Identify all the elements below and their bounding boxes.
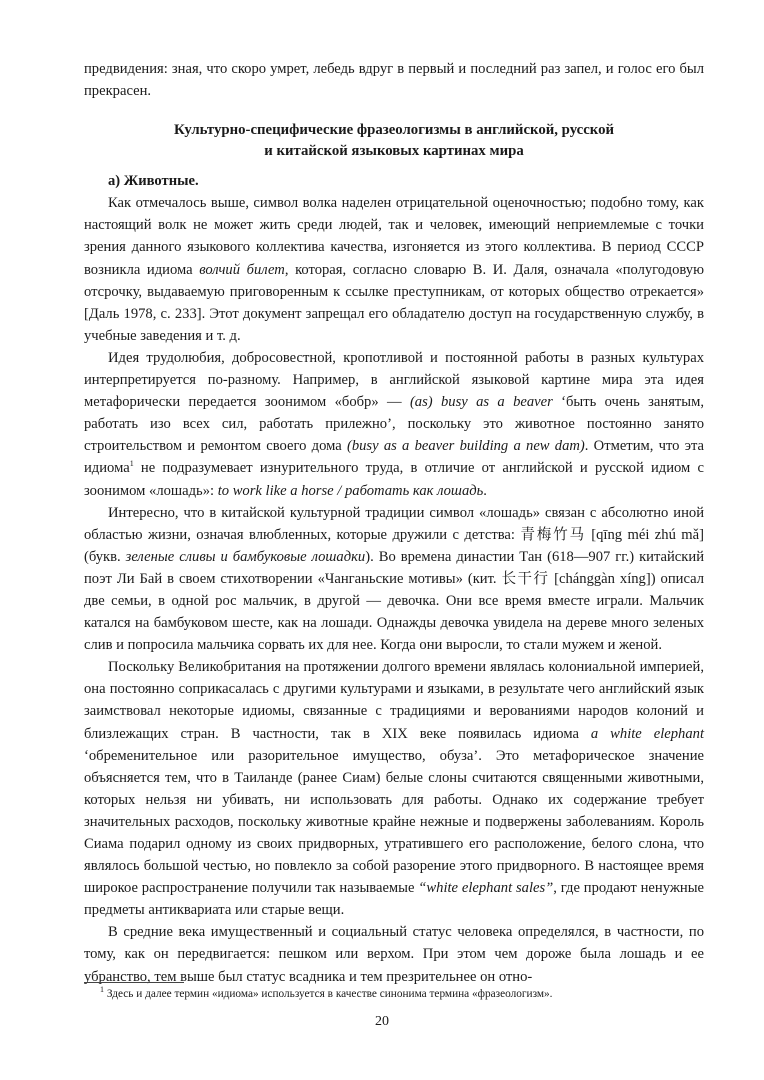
idiom-work-like-horse: to work like a horse / работать как лошадь xyxy=(217,482,484,499)
paragraph-wolf: Как отмечалось выше, символ волка наделен отрицательной оценочностью; подобно тому, как настоящий волк не может жить среди людей, так и человек, имеющий неприемлемые с точки зрения данного языкового коллектива качества, изгоняется из этого коллектива. В период СССР возникла идиома волчий билет, которая, согласно словарю В. И. Даля, означала «полугодовую отсрочку, выдаваемую приговоренным к ссылке преступникам, от которых общество отрекается» [Даль 1978, с. 233]. Этот документ запрещал его обладателю доступ на государственную службу, в учебные заведения и т. д. xyxy=(84,195,704,344)
footnote-reference: 1 xyxy=(129,459,134,469)
idiom-busy-beaver: (as) busy as a beaver xyxy=(409,394,553,411)
idiom-white-elephant-sales: “white elephant sales” xyxy=(418,880,554,897)
page-number: 20 xyxy=(375,1014,389,1029)
idiom-wolf-ticket: волчий билет xyxy=(199,261,285,278)
paragraph-middle-ages: В средние века имущественный и социальный статус человека определялся, в частности, по тому, как он передвигается: пешком или верхом. При этом чем дороже была лошадь и ее убранство, тем выше был статус всадника и тем презрительнее он отно- xyxy=(84,924,704,985)
paragraph-continuation: предвидения: зная, что скоро умрет, лебедь вдруг в первый и последний раз запел, и голос его был прекрасен. xyxy=(84,61,704,100)
section-heading-line-2: и китайской языковых картинах мира xyxy=(264,143,524,160)
subheading-animals: а) Животные. xyxy=(108,173,199,190)
section-heading-line-1: Культурно-специфические фразеологизмы в английской, русской xyxy=(173,122,615,139)
section-heading xyxy=(84,120,704,162)
body-text xyxy=(84,58,704,988)
footnote-divider xyxy=(84,982,184,983)
paragraph-horse-china: Интересно, что в китайской культурной традиции символ «лошадь» связан с абсолютно иной областью жизни, означая влюбленных, которые дружили с детства: 青梅竹马 [qīng méi zhú mǎ] (букв. зеленые сливы и бамбуковые лошадки). Во времена династии Тан (618—907 гг.) китайский поэт Ли Бай в своем стихотворении «Чанганьские мотивы» (кит. 长干行 [chánggàn xíng]) описал две семьи, в одной рос мальчик, в другой — девочка. Они все время вместе играли. Мальчик катался на бамбуковом шесте, как на лошади. Однажды девочка увидела на дереве много зеленых слив и попросила мальчика сорвать их для нее. Когда они выросли, то стали мужем и женой. xyxy=(84,504,704,654)
idiom-white-elephant: a white elephant xyxy=(590,725,704,742)
footnote xyxy=(100,987,704,1002)
footnote-mark: 1 xyxy=(100,985,104,995)
paragraph-white-elephant: Поскольку Великобритания на протяжении долгого времени являлась колониальной империей, она постоянно соприкасалась с другими культурами и языками, в результате чего английский язык заимствовал некоторые идиомы, связанные с традициями и верованиями народов колоний и близлежащих стран. В частности, так в XIX веке появилась идиома a white elephant ‘обременительное или разорительное имущество, обуза’. Это метафорическое значение объясняется тем, что в Таиланде (ранее Сиам) белые слоны считаются священными животными, которых нельзя ни убивать, ни использовать для работы. Однако их содержание требует значительных расходов, поскольку животные крайне нежные и подвержены заболеваниям. Король Сиама подарил одному из своих придворных, утратившего его расположение, белого слона, что являлось большой честью, но повлекло за собой разорение этого придворного. В настоящее время широкое распространение получили так называемые “white elephant sales”, где продают ненужные предметы антиквариата или старые вещи. xyxy=(84,659,705,919)
translation-green-plums: зеленые сливы и бамбуковые лошадки xyxy=(125,548,366,565)
idiom-beaver-dam: (busy as a beaver building a new dam) xyxy=(346,438,585,455)
paragraph-beaver: Идея трудолюбия, добросовестной, кропотливой и постоянной работы в разных культурах интерпретируется по-разному. Например, в английской языковой картине мира эта идея метафорически передается зоонимом «бобр» — (as) busy as a beaver ‘быть очень занятым, работать изо всех сил, работать прилежно’, поскольку это животное постоянно занято строительством и ремонтом своего дома (busy as a beaver building a new dam). Отметим, что эта идиома$^1$ не подразумевает изнурительного труда, в отличие от английской и русской идиом с зоонимом «лошадь»: to work like a horse / работать как лошадь. xyxy=(84,349,705,499)
footnote-text: Здесь и далее термин «идиома» используется в качестве синонима термина «фразеологизм». xyxy=(104,988,553,1000)
